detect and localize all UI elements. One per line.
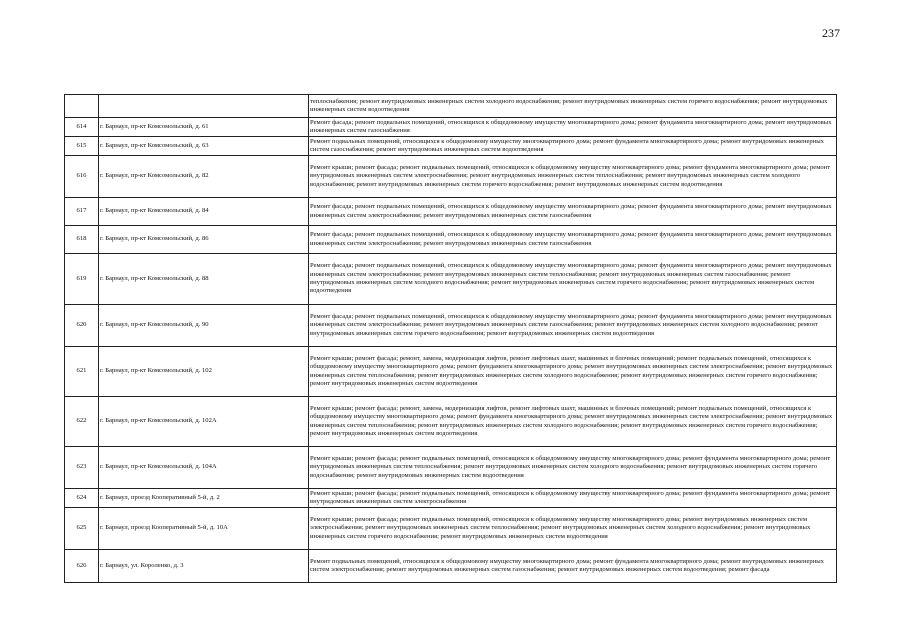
row-number: 623 (65, 447, 99, 489)
table-row (65, 95, 837, 118)
row-address (99, 95, 309, 118)
row-address: г. Барнаул, пр-кт Комсомольский, д. 63 (99, 137, 309, 156)
row-address: г. Барнаул, пр-кт Комсомольский, д. 102А (99, 397, 309, 447)
row-address: г. Барнаул, пр-кт Комсомольский, д. 61 (99, 118, 309, 137)
row-address: г. Барнаул, проезд Кооперативный 5-й, д. 2 (99, 489, 309, 508)
row-works: Ремонт крыши; ремонт фасада; ремонт, замена, модернизация лифтов, ремонт лифтовых шахт, машинных и блочных помещений; ремонт подвальных помещений, относящихся к общедомовому имуществу многоквартирного дома; ремонт фундамента многоквартирного дома; ремонт внутридомовых инженерных систем электроснабжения; ремонт внутридомовых инженерных систем теплоснабжения; ремонт внутридомовых инженерных систем холодного водоснабжения; ремонт внутридомовых инженерных систем горячего водоснабжения; ремонт внутридомовых инженерных систем водоотведения (309, 347, 837, 397)
row-works: Ремонт подвальных помещений, относящихся к общедомовому имуществу многоквартирного дома; ремонт фундамента многоквартирного дома; ремонт внутридомовых инженерных систем газоснабжения; ремонт внутридомовых инженерных систем водоотведения (309, 137, 837, 156)
table-row (65, 305, 837, 347)
row-works: теплоснабжения; ремонт внутридомовых инженерных систем холодного водоснабжения; ремонт внутридомовых инженерных систем горячего водоснабжения; ремонт внутридомовых инженерных систем водоотведения (309, 95, 837, 118)
row-address: г. Барнаул, пр-кт Комсомольский, д. 104А (99, 447, 309, 489)
row-address: г. Барнаул, пр-кт Комсомольский, д. 82 (99, 156, 309, 198)
row-works: Ремонт крыши; ремонт фасада; ремонт подвальных помещений, относящихся к общедомовому имуществу многоквартирного дома; ремонт фундамента многоквартирного дома; ремонт внутридомовых инженерных систем теплоснабжения; ремонт внутридомовых инженерных систем холодного водоснабжения; ремонт внутридомовых инженерных систем горячего водоснабжения; ремонт внутридомовых инженерных систем водоотведения (309, 447, 837, 489)
row-number: 616 (65, 156, 99, 198)
row-works: Ремонт фасада; ремонт подвальных помещений, относящихся к общедомовому имуществу многоквартирного дома; ремонт фундамента многоквартирного дома; ремонт внутридомовых инженерных систем электроснабжения; ремонт внутридомовых инженерных систем газоснабжения (309, 226, 837, 254)
row-works: Ремонт крыши; ремонт фасада; ремонт подвальных помещений, относящихся к общедомовому имуществу многоквартирного дома; ремонт фундамента многоквартирного дома; ремонт внутридомовых инженерных систем электроснабжения (309, 489, 837, 508)
row-address: г. Барнаул, ул. Короленко, д. 3 (99, 550, 309, 583)
row-number: 625 (65, 508, 99, 550)
table-row (65, 226, 837, 254)
row-address: г. Барнаул, пр-кт Комсомольский, д. 102 (99, 347, 309, 397)
row-works: Ремонт фасада; ремонт подвальных помещений, относящихся к общедомовому имуществу многоквартирного дома; ремонт фундамента многоквартирного дома; ремонт внутридомовых инженерных систем газоснабжения (309, 118, 837, 137)
table-row (65, 137, 837, 156)
row-address: г. Барнаул, пр-кт Комсомольский, д. 86 (99, 226, 309, 254)
row-works: Ремонт подвальных помещений, относящихся к общедомовому имуществу многоквартирного дома; ремонт фундамента многоквартирного дома; ремонт внутридомовых инженерных систем электроснабжения; ремонт внутридомовых инженерных систем газоснабжения; ремонт внутридомовых инженерных систем водоотведения; ремонт фасада (309, 550, 837, 583)
row-number: 614 (65, 118, 99, 137)
row-number: 622 (65, 397, 99, 447)
row-address: г. Барнаул, пр-кт Комсомольский, д. 84 (99, 198, 309, 226)
row-works: Ремонт фасада; ремонт подвальных помещений, относящихся к общедомовому имуществу многоквартирного дома; ремонт фундамента многоквартирного дома; ремонт внутридомовых инженерных систем электроснабжения; ремонт внутридомовых инженерных систем газоснабжения (309, 198, 837, 226)
table-row (65, 508, 837, 550)
row-number (65, 95, 99, 118)
row-number: 626 (65, 550, 99, 583)
table-row (65, 198, 837, 226)
row-works: Ремонт фасада; ремонт подвальных помещений, относящихся к общедомовому имуществу многоквартирного дома; ремонт фундамента многоквартирного дома; ремонт внутридомовых инженерных систем электроснабжения; ремонт внутридомовых инженерных систем теплоснабжения; ремонт внутридомовых инженерных систем газоснабжения; ремонт внутридомовых инженерных систем холодного водоснабжения; ремонт внутридомовых инженерных систем горячего водоснабжения; ремонт внутридомовых инженерных систем водоотведения (309, 254, 837, 305)
row-works: Ремонт фасада; ремонт подвальных помещений, относящихся к общедомовому имуществу многоквартирного дома; ремонт фундамента многоквартирного дома; ремонт внутридомовых инженерных систем электроснабжения; ремонт внутридомовых инженерных систем газоснабжения; ремонт внутридомовых инженерных систем холодного водоснабжения; ремонт внутридомовых инженерных систем горячего водоснабжения; ремонт внутридомовых инженерных систем водоотведения (309, 305, 837, 347)
row-works: Ремонт крыши; ремонт фасада; ремонт подвальных помещений, относящихся к общедомовому имуществу многоквартирного дома; ремонт внутридомовых инженерных систем электроснабжения; ремонт внутридомовых инженерных систем теплоснабжения; ремонт внутридомовых инженерных систем холодного водоснабжения; ремонт внутридомовых инженерных систем горячего водоснабжения; ремонт внутридомовых инженерных систем водоотведения (309, 508, 837, 550)
repair-works-table (64, 94, 837, 583)
row-number: 621 (65, 347, 99, 397)
table-row (65, 447, 837, 489)
row-works: Ремонт крыши; ремонт фасада; ремонт подвальных помещений, относящихся к общедомовому имуществу многоквартирного дома; ремонт фундамента многоквартирного дома; ремонт внутридомовых инженерных систем электроснабжения; ремонт внутридомовых инженерных систем теплоснабжения; ремонт внутридомовых инженерных систем холодного водоснабжения; ремонт внутридомовых инженерных систем горячего водоснабжения; ремонт внутридомовых инженерных систем водоотведения (309, 156, 837, 198)
table-row (65, 489, 837, 508)
row-address: г. Барнаул, пр-кт Комсомольский, д. 90 (99, 305, 309, 347)
row-address: г. Барнаул, пр-кт Комсомольский, д. 88 (99, 254, 309, 305)
table-row (65, 118, 837, 137)
row-number: 617 (65, 198, 99, 226)
table-row (65, 347, 837, 397)
row-address: г. Барнаул, проезд Кооперативный 5-й, д. 10А (99, 508, 309, 550)
table-row (65, 397, 837, 447)
row-number: 615 (65, 137, 99, 156)
page-number: 237 (822, 26, 840, 40)
table-row (65, 254, 837, 305)
table-row (65, 156, 837, 198)
row-number: 619 (65, 254, 99, 305)
row-works: Ремонт крыши; ремонт фасада; ремонт, замена, модернизация лифтов, ремонт лифтовых шахт, машинных и блочных помещений; ремонт подвальных помещений, относящихся к общедомовому имуществу многоквартирного дома; ремонт фундамента многоквартирного дома; ремонт внутридомовых инженерных систем электроснабжения; ремонт внутридомовых инженерных систем теплоснабжения; ремонт внутридомовых инженерных систем холодного водоснабжения; ремонт внутридомовых инженерных систем горячего водоснабжения; ремонт внутридомовых инженерных систем водоотведения (309, 397, 837, 447)
row-number: 624 (65, 489, 99, 508)
row-number: 618 (65, 226, 99, 254)
row-number: 620 (65, 305, 99, 347)
table-row (65, 550, 837, 583)
